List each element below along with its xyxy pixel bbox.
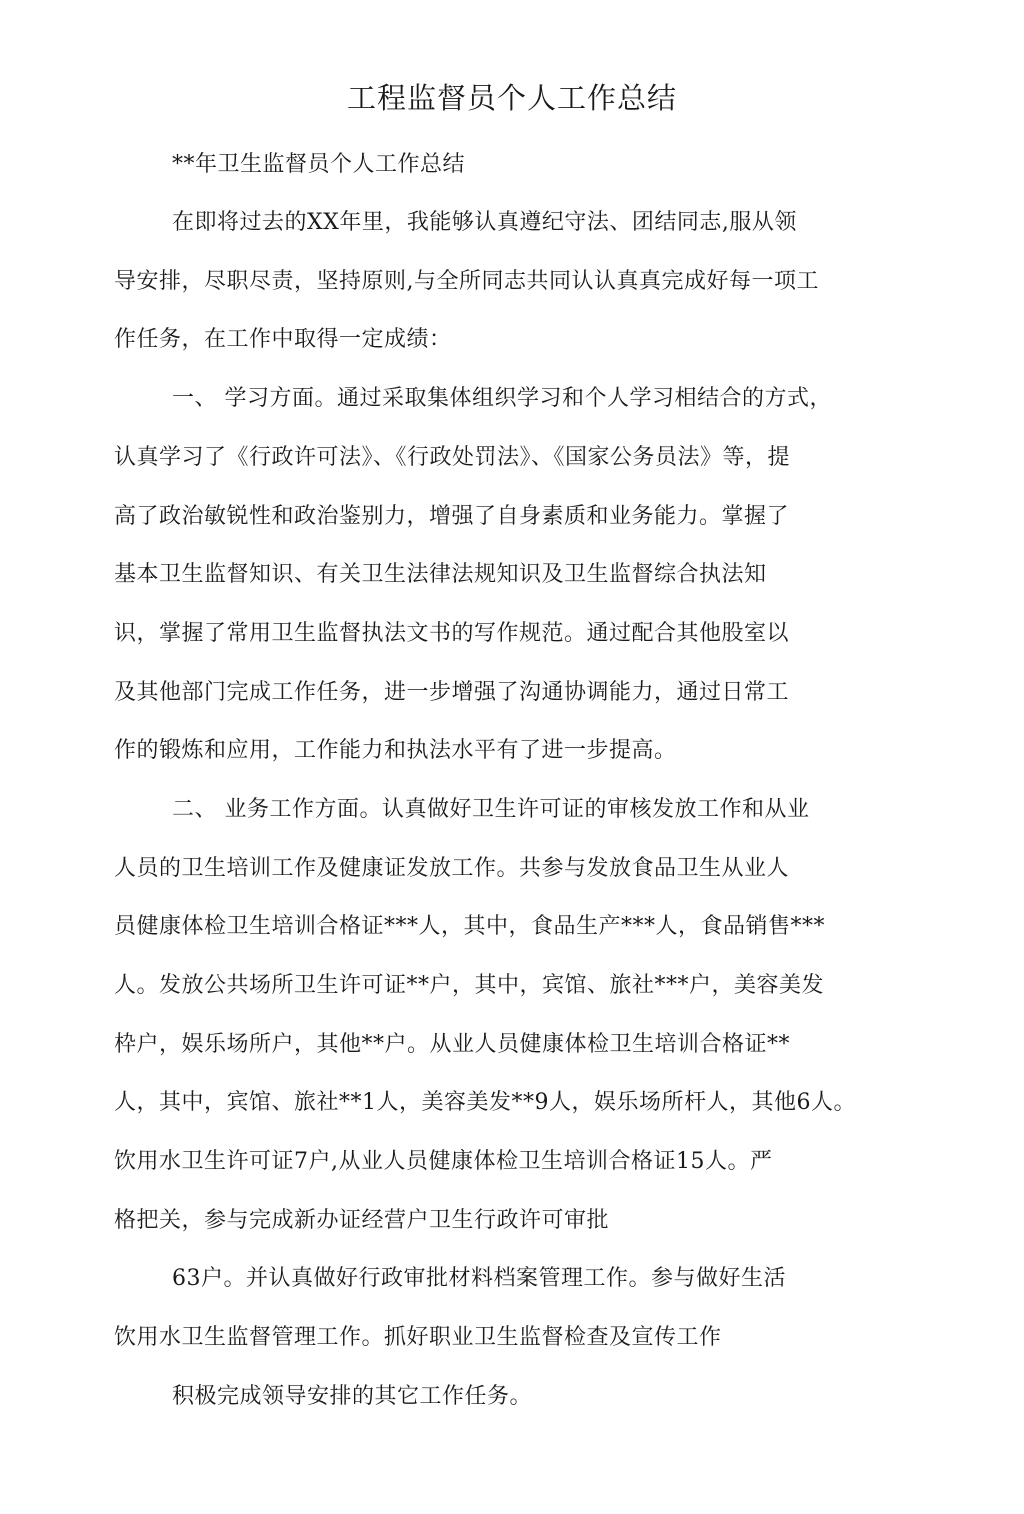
paragraph-line: 积极完成领导安排的其它工作任务。 xyxy=(172,1384,533,1409)
paragraph-line: 作任务，在工作中取得一定成绩： xyxy=(114,327,452,352)
paragraph-line: 及其他部门完成工作任务，进一步增强了沟通协调能力，通过日常工 xyxy=(114,680,790,705)
paragraph-line: 基本卫生监督知识、有关卫生法律法规知识及卫生监督综合执法知 xyxy=(114,562,767,587)
paragraph-line: 一、 学习方面。通过采取集体组织学习和个人学习相结合的方式， xyxy=(172,386,832,411)
paragraph-line: 63户。并认真做好行政审批材料档案管理工作。参与做好生活 xyxy=(172,1266,786,1291)
paragraph-line: 认真学习了《行政许可法》、《行政处罚法》、《国家公务员法》等，提 xyxy=(114,445,791,470)
paragraph-line: 人。发放公共场所卫生许可证**户，其中，宾馆、旅社***户，美容美发 xyxy=(114,973,825,998)
document-title: 工程监督员个人工作总结 xyxy=(346,81,677,115)
paragraph-line: 人，其中，宾馆、旅社**1人，美容美发**9人，娱乐场所杆人，其他6人。 xyxy=(114,1090,856,1115)
subtitle-line: **年卫生监督员个人工作总结 xyxy=(172,152,466,177)
paragraph-line: 作的锻炼和应用，工作能力和执法水平有了进一步提高。 xyxy=(114,738,677,763)
paragraph-line: 枠户，娱乐场所户，其他**户。从业人员健康体检卫生培训合格证** xyxy=(114,1032,791,1057)
paragraph-line: 导安排，尽职尽责，坚持原则,与全所同志共同认认真真完成好每一项工 xyxy=(114,269,819,294)
paragraph-line: 高了政治敏锐性和政治鉴别力，增强了自身素质和业务能力。掌握了 xyxy=(114,504,790,529)
paragraph-line: 饮用水卫生许可证7户,从业人员健康体检卫生培训合格证15人。严 xyxy=(114,1149,773,1174)
paragraph-line: 人员的卫生培训工作及健康证发放工作。共参与发放食品卫生从业人 xyxy=(114,856,790,881)
paragraph-line: 在即将过去的XX年里，我能够认真遵纪守法、团结同志,服从领 xyxy=(172,210,797,235)
paragraph-line: 饮用水卫生监督管理工作。抓好职业卫生监督检查及宣传工作 xyxy=(114,1325,722,1350)
paragraph-line: 员健康体检卫生培训合格证***人，其中，食品生产***人，食品销售*** xyxy=(114,914,826,939)
paragraph-line: 格把关，参与完成新办证经营户卫生行政许可审批 xyxy=(114,1208,610,1233)
paragraph-line: 识，掌握了常用卫生监督执法文书的写作规范。通过配合其他股室以 xyxy=(114,621,790,646)
paragraph-line: 二、 业务工作方面。认真做好卫生许可证的审核发放工作和从业 xyxy=(172,797,810,822)
